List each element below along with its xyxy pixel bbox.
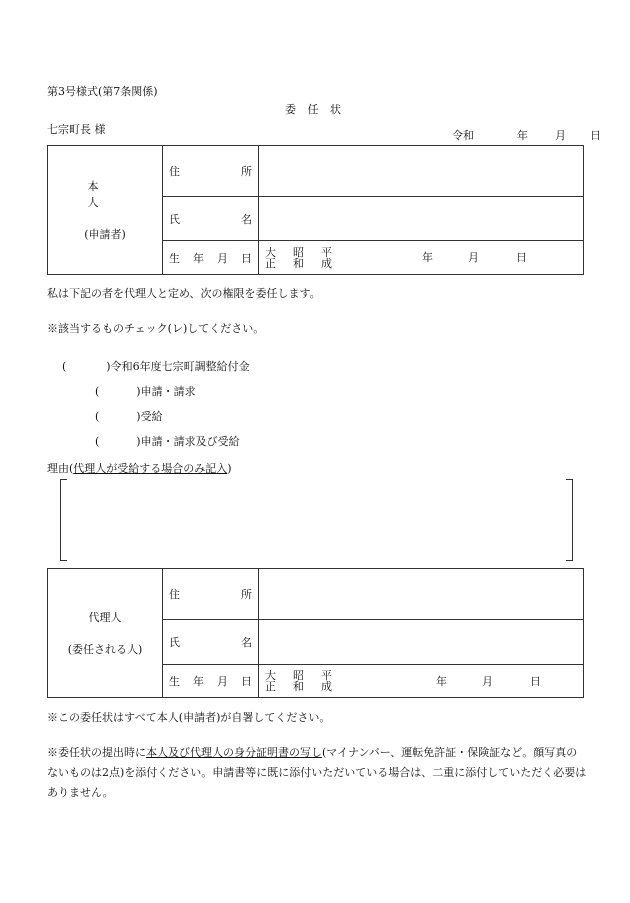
date-unit-month: 月 [555, 129, 566, 142]
date-era: 令和 [452, 129, 474, 142]
attachment-note: ※委任状の提出時に本人及び代理人の身分証明書の写し(マイナンバー、運転免許証・保険証など。顔写真のないものは2点)を添付ください。申請書等に既に添付いただいている場合は、二重に添付していただく必要はありません。 [47, 746, 587, 799]
principal-sublabel: (申請者) [84, 228, 126, 241]
principal-label-text: 本 人 [87, 180, 123, 209]
agent-name-field[interactable] [259, 620, 584, 665]
reason-input-area[interactable] [68, 482, 564, 558]
check-instruction: ※該当するものチェック(レ)してください。 [47, 322, 265, 335]
principal-label [48, 178, 162, 210]
checklist-item-receive[interactable]: ( )受給 [95, 410, 163, 423]
agent-table [47, 568, 584, 698]
delegation-statement: 私は下記の者を代理人と定め、次の権限を委任します。 [47, 287, 321, 300]
era-showa[interactable]: 昭 和 [293, 245, 304, 270]
reason-label: 理由(代理人が受給する場合のみ記入) [47, 462, 232, 475]
document-title: 委 任 状 [285, 103, 345, 116]
principal-label-cell [48, 146, 163, 275]
agent-era-heisei[interactable]: 平 成 [321, 669, 332, 693]
agent-address-field[interactable] [259, 569, 584, 620]
reason-underlined: 代理人が受給する場合のみ記入 [73, 462, 228, 475]
agent-birthdate-field[interactable]: 大 正 昭 和 平 成 年 月 日 [259, 665, 584, 698]
principal-name-field[interactable] [259, 197, 584, 241]
agent-sublabel: (委任される人) [67, 643, 143, 656]
address-label: 住 所 [163, 146, 259, 197]
date-unit-year: 年 [517, 129, 528, 142]
agent-label: 代理人 [88, 611, 122, 624]
agent-era-taisho[interactable]: 大 正 [265, 669, 276, 693]
era-heisei[interactable]: 平 成 [321, 245, 332, 270]
principal-birthdate-field[interactable]: 大 正 昭 和 平 成 年 月 日 [259, 241, 584, 275]
addressee: 七宗町長 様 [47, 123, 106, 136]
self-sign-note: ※この委任状はすべて本人(申請者)が自署してください。 [47, 711, 331, 724]
agent-name-label: 氏 名 [163, 620, 259, 665]
reason-bracket-left [60, 479, 67, 561]
principal-address-field[interactable] [259, 146, 584, 197]
agent-era-showa[interactable]: 昭 和 [293, 669, 304, 693]
birthdate-label: 生 年 月 日 [163, 241, 259, 275]
header-date [452, 127, 601, 143]
checklist-item-apply[interactable]: ( )申請・請求 [95, 385, 196, 398]
form-number: 第3号様式(第7条関係) [47, 85, 158, 98]
name-label: 氏 名 [163, 197, 259, 241]
agent-birthdate-label: 生 年 月 日 [163, 665, 259, 698]
reason-bracket-right [566, 479, 573, 561]
checklist-item-both[interactable]: ( )申請・請求及び受給 [95, 435, 240, 448]
date-unit-day: 日 [590, 129, 601, 142]
agent-address-label: 住 所 [163, 569, 259, 620]
era-taisho[interactable]: 大 正 [265, 245, 276, 270]
checklist-main[interactable]: ( )令和6年度七宗町調整給付金 [62, 360, 250, 373]
agent-label-cell [48, 569, 163, 698]
attachment-note-underlined: 本人及び代理人の身分証明書の写し [146, 746, 322, 759]
principal-table [47, 145, 584, 275]
